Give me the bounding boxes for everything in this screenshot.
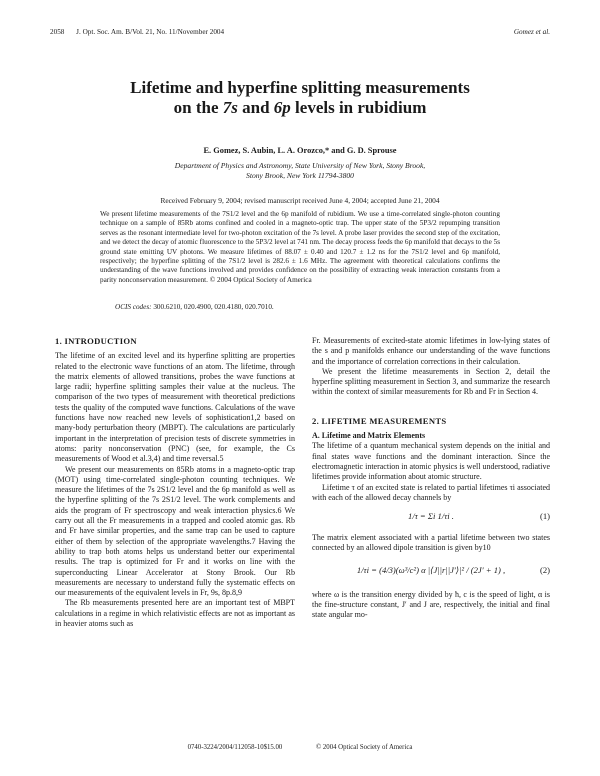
paragraph: We present the lifetime measurements in Section 2, detail the hyperfine splitting measurement in Section 3, and summarize the research within the context of similar measurements for Rb and Fr in Section 4.: [312, 366, 550, 397]
page-number: 2058: [50, 28, 65, 36]
equation-2: 1/τi = (4/3)(ω³/c²) α |⟨J||r||J′⟩|² / (2J′ + 1) , (2): [356, 564, 550, 575]
running-header-left: [50, 28, 234, 36]
paragraph: We present our measurements on 85Rb atoms in a magneto-optic trap (MOT) using time-correlated single-photon counting techniques. We measure the lifetimes of the 7s 2S1/2 level and the 6p manifold as well as the hyperfine splitting of the 7s 2S1/2 level. The work complements and aids the program of Fr spectroscopy and weak interaction physics.6 We carry out all the Fr measurements in a trapped and cooled atomic gas. Rb and Fr have similar properties, and the same trap can be used to capture either of them by selection of the appropriate wavelengths.7 Having the ability to trap both atoms helps us understand better our experimental results. The trap is optimized for Fr and it works on line with the superconducting Linear Accelerator at Stony Brook. Our Rb measurements are necessary to understand fully the systematic effects on our measurements of the equivalent levels in Fr, 9s, 8p.8,9: [55, 464, 295, 598]
subsection-a-heading: A. Lifetime and Matrix Elements: [312, 431, 426, 441]
journal-citation: J. Opt. Soc. Am. B/Vol. 21, No. 11/November 2004: [76, 28, 225, 36]
ocis-codes: OCIS codes: 300.6210, 020.4900, 020.4180, 020.7010.: [115, 303, 274, 311]
copyright: © 2004 Optical Society of America: [316, 744, 413, 751]
received-dates: Received February 9, 2004; revised manuscript received June 4, 2004; accepted June 21, 2004: [160, 196, 440, 205]
paragraph: The Rb measurements presented here are an important test of MBPT calculations in a regime in which relativistic effects are not as important as in heavier atoms such as: [55, 598, 295, 629]
equation-1: 1/τ = Σi 1/τi . (1): [408, 511, 550, 522]
title-line-2: on the 7s and 6p levels in rubidium: [173, 98, 427, 117]
paragraph: The lifetime of a quantum mechanical system depends on the initial and final states wave functions and the dominant interaction. Since the electromagnetic interaction in atomic physics is well understood, radiative lifetimes provide information about atomic structure.: [312, 441, 550, 482]
affiliation: Department of Physics and Astronomy, State University of New York, Stony Brook, Stony Brook, New York 11794-3800: [174, 161, 426, 180]
paragraph: where ω is the transition energy divided by ħ, c is the speed of light, α is the fine-structure constant, J′ and J are, respectively, the initial and final state angular mo-: [312, 589, 550, 620]
right-column: [312, 336, 550, 621]
running-author: Gomez et al.: [513, 28, 550, 36]
paragraph: The matrix element associated with a partial lifetime between two states connected by an allowed dipole transition is given by10: [312, 533, 550, 553]
equation-number: (2): [539, 564, 550, 575]
author-list: E. Gomez, S. Aubin, L. A. Orozco,* and G. D. Sprouse: [203, 146, 397, 155]
left-column: [55, 336, 295, 629]
paragraph: The lifetime of an excited level and its hyperfine splitting are properties related to the electronic wave functions of an atom. The lifetime, through the matrix elements of allowed transitions, probes the wave functions at large radii; hyperfine splitting samples their value at the nucleus. The comparison of the two types of measurement with theoretical predictions tests the quality of the computed wave functions. Calculations of the wave functions have now reached new levels of sophistication1,2 based on many-body perturbation theory (MBPT). The calculations are particularly important in the interpretation of precision tests of discrete symmetries in atoms: parity nonconservation (PNC) (see, for example, the Cs measurements of Wood et al.3,4) and time reversal.5: [55, 351, 295, 464]
title-line-1: Lifetime and hyperfine splitting measurements: [130, 78, 470, 97]
article-code: 0740-3224/2004/112058-10$15.00: [187, 744, 283, 751]
section-2-heading: 2. LIFETIME MEASUREMENTS: [312, 415, 447, 426]
paragraph: Fr. Measurements of excited-state atomic lifetimes in low-lying states of the s and p manifolds enhance our understanding of the wave functions and the importance of correlation corrections in their calculation.: [312, 336, 550, 366]
page-footer: [0, 744, 600, 751]
equation-number: (1): [539, 511, 550, 522]
paragraph: Lifetime τ of an excited state is related to partial lifetimes τi associated with each of the allowed decay channels by: [312, 482, 550, 502]
abstract: We present lifetime measurements of the 7S1/2 level and the 6p manifold of rubidium. We use a time-correlated single-photon counting technique on a sample of 85Rb atoms confined and cooled in a magneto-optic trap. The upper state of the 5P3/2 repumping transition serves as the resonant intermediate level for two-photon excitation of the 7s level. A probe laser provides the second step of the excitation, and we detect the decay of atomic fluorescence to the 5P3/2 level at 741 nm. The decay process feeds the 6p manifold that decays to the 5s ground state emitting UV photons. We measure lifetimes of 88.07 ± 0.40 and 120.7 ± 1.2 ns for the 7S1/2 level and 6p manifold, respectively; the hyperfine splitting of the 7S1/2 level is 282.6 ± 1.6 MHz. The agreement with theoretical calculations confirms the understanding of the wave functions involved and provides confidence on the possibility of extracting weak interaction constants from a parity nonconservation measurement. © 2004 Optical Society of America: [100, 210, 500, 284]
section-1-heading: 1. INTRODUCTION: [55, 336, 137, 346]
paper-title: [0, 78, 600, 118]
